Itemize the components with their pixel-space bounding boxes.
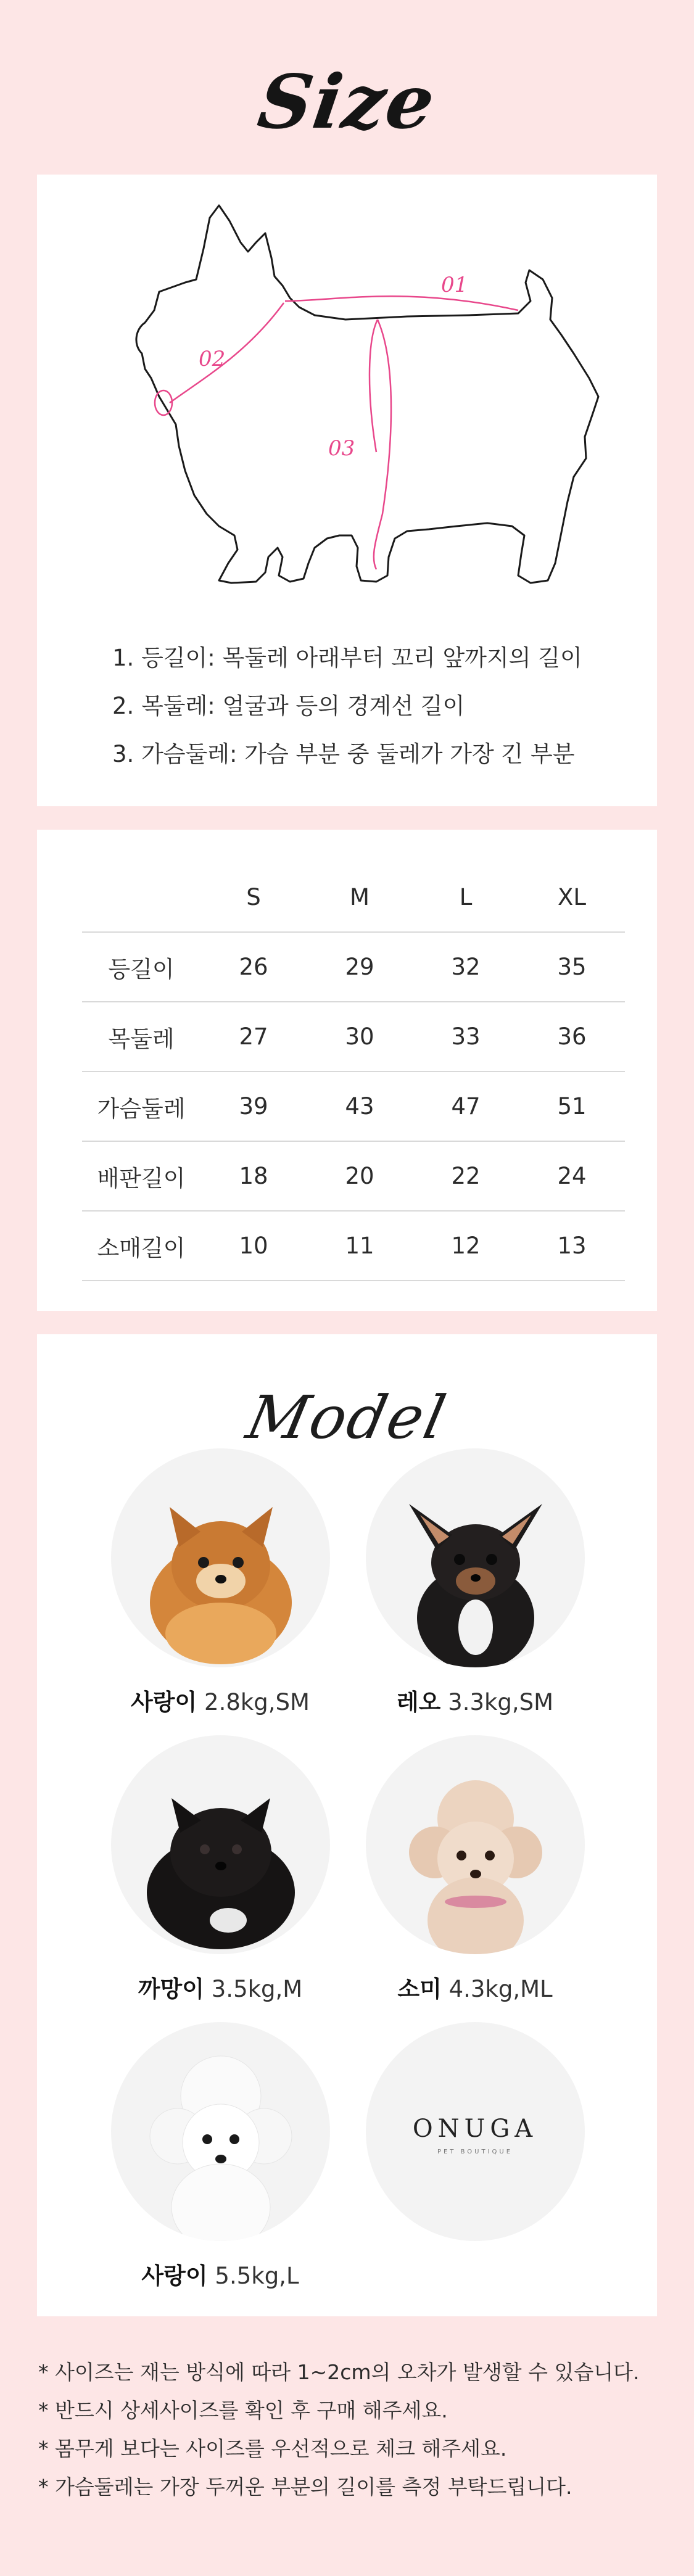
model-detail: 2.8kg,SM xyxy=(204,1689,310,1715)
cell: 27 xyxy=(200,1002,307,1071)
model-detail: 4.3kg,ML xyxy=(448,1976,553,2002)
logo-subtitle: PET BOUTIQUE xyxy=(437,2149,513,2155)
cell: 12 xyxy=(413,1211,519,1281)
measurement-definitions xyxy=(112,634,643,778)
table-row xyxy=(82,1002,625,1071)
row-label: 배판길이 xyxy=(82,1141,200,1211)
definition-neck: 2. 목둘레: 얼굴과 등의 경계선 길이 xyxy=(112,693,465,719)
header-size-s: S xyxy=(246,883,261,910)
measurement-diagram-panel xyxy=(37,175,657,806)
row-label: 소매길이 xyxy=(82,1211,200,1281)
cell: 24 xyxy=(519,1141,625,1211)
model-caption xyxy=(109,1970,331,2004)
table-row xyxy=(82,1211,625,1281)
cell: 10 xyxy=(200,1211,307,1281)
note-item: * 반드시 상세사이즈를 확인 후 구매 해주세요. xyxy=(38,2398,448,2422)
model-panel xyxy=(37,1334,657,2316)
cell: 43 xyxy=(307,1071,413,1141)
cell: 20 xyxy=(307,1141,413,1211)
model-caption xyxy=(109,2257,331,2290)
brand-logo-card xyxy=(364,2022,586,2241)
dog-outline-diagram xyxy=(86,193,611,613)
cell: 35 xyxy=(519,932,625,1002)
logo-wordmark: ONUGA xyxy=(412,2115,538,2143)
model-name: 까망이 xyxy=(138,1976,204,2002)
cell: 22 xyxy=(413,1141,519,1211)
chihuahua-black-photo-icon xyxy=(366,1448,585,1667)
model-detail: 3.5kg,M xyxy=(211,1976,303,2002)
row-label: 목둘레 xyxy=(82,1002,200,1071)
chest-girth-line xyxy=(374,320,391,569)
model-detail: 5.5kg,L xyxy=(215,2263,299,2289)
model-name: 레오 xyxy=(396,1689,441,1715)
row-label: 등길이 xyxy=(82,932,200,1002)
poodle-apricot-photo-icon xyxy=(366,1735,585,1954)
definition-chest: 3. 가슴둘레: 가슴 부분 중 둘레가 가장 긴 부분 xyxy=(112,741,575,767)
size-table-panel xyxy=(37,830,657,1311)
marker-02: 02 xyxy=(199,347,226,371)
model-card xyxy=(364,1735,586,2004)
model-card xyxy=(109,1735,331,2004)
model-title: Model xyxy=(241,1383,453,1452)
model-caption xyxy=(364,1683,586,1717)
back-length-line xyxy=(285,296,518,310)
size-title: Size xyxy=(253,58,441,146)
note-item: * 사이즈는 재는 방식에 따라 1~2cm의 오차가 발생할 수 있습니다. xyxy=(38,2360,640,2384)
cell: 11 xyxy=(307,1211,413,1281)
model-card xyxy=(109,1448,331,1717)
header-blank xyxy=(82,862,200,932)
cell: 13 xyxy=(519,1211,625,1281)
row-label: 가슴둘레 xyxy=(82,1071,200,1141)
poodle-white-photo-icon xyxy=(111,2022,330,2241)
size-table xyxy=(82,862,625,1281)
brand-logo xyxy=(366,2022,585,2241)
model-caption xyxy=(109,1683,331,1717)
cell: 51 xyxy=(519,1071,625,1141)
model-name: 사랑이 xyxy=(141,2263,208,2289)
marker-03: 03 xyxy=(328,436,355,461)
note-item: * 가슴둘레는 가장 두꺼운 부분의 길이를 측정 부탁드립니다. xyxy=(38,2475,572,2499)
model-detail: 3.3kg,SM xyxy=(448,1689,554,1715)
cell: 36 xyxy=(519,1002,625,1071)
header-size-xl: XL xyxy=(558,883,586,910)
model-caption xyxy=(364,1970,586,2004)
size-notes xyxy=(38,2353,667,2506)
pomeranian-orange-photo-icon xyxy=(111,1448,330,1667)
cell: 32 xyxy=(413,932,519,1002)
header-size-m: M xyxy=(350,883,370,910)
model-name: 사랑이 xyxy=(131,1689,197,1715)
neck-line xyxy=(170,303,284,403)
cell: 47 xyxy=(413,1071,519,1141)
chest-girth-back xyxy=(370,320,378,452)
size-header-row xyxy=(82,862,625,932)
note-item: * 몸무게 보다는 사이즈를 우선적으로 체크 해주세요. xyxy=(38,2437,507,2461)
definition-back-length: 1. 등길이: 목둘레 아래부터 꼬리 앞까지의 길이 xyxy=(112,645,582,671)
pomeranian-black-photo-icon xyxy=(111,1735,330,1954)
marker-01: 01 xyxy=(441,273,468,297)
model-card xyxy=(109,2022,331,2290)
cell: 39 xyxy=(200,1071,307,1141)
cell: 29 xyxy=(307,932,413,1002)
model-card xyxy=(364,1448,586,1717)
dog-silhouette xyxy=(136,205,598,583)
cell: 18 xyxy=(200,1141,307,1211)
table-row xyxy=(82,1071,625,1141)
model-name: 소미 xyxy=(397,1976,442,2002)
table-row xyxy=(82,1141,625,1211)
table-row xyxy=(82,932,625,1002)
cell: 26 xyxy=(200,932,307,1002)
header-size-l: L xyxy=(459,883,473,910)
cell: 30 xyxy=(307,1002,413,1071)
cell: 33 xyxy=(413,1002,519,1071)
